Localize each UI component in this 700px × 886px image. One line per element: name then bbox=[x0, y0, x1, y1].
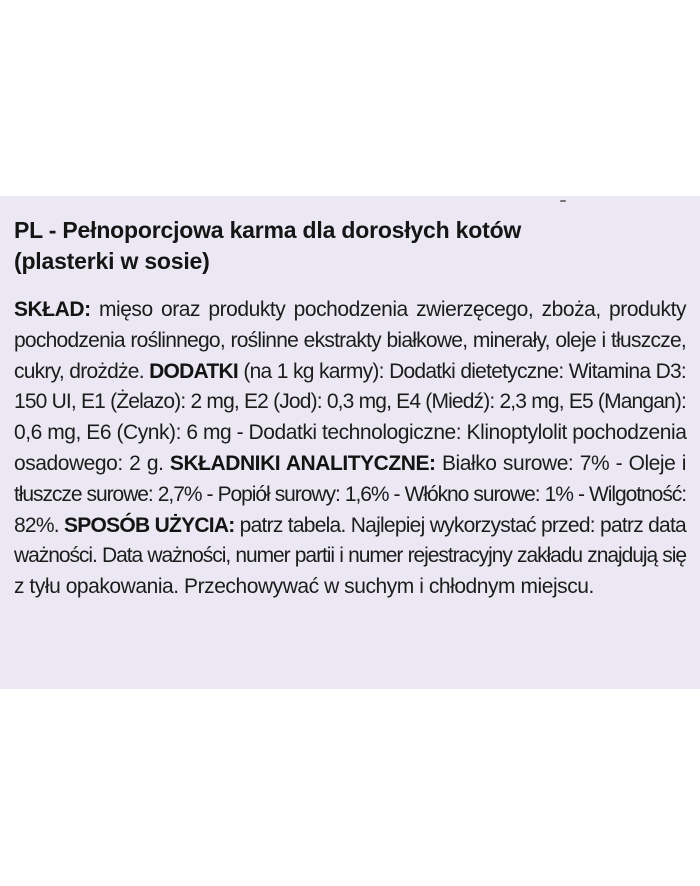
text-segment: osadowego: 2 g. bbox=[14, 451, 170, 475]
text-line bbox=[14, 326, 686, 357]
text-segment: mięso oraz produkty pochodzenia zwierzęcego, zboża, produkty bbox=[90, 298, 686, 321]
text-segment: 150 UI, E1 (Żelazo): 2 mg, E2 (Jod): 0,3 mg, E4 (Miedź): 2,3 mg, E5 (Mangan): bbox=[14, 390, 686, 414]
ingredients-text bbox=[14, 295, 686, 603]
text-line bbox=[14, 418, 686, 449]
section-heading: SKŁADNIKI ANALITYCZNE: bbox=[169, 451, 436, 475]
text-segment: ważności. Data ważności, numer partii i numer rejestracyjny zakładu znajdują się bbox=[14, 544, 686, 568]
text-segment: patrz tabela. Najlepiej wykorzystać przed: patrz data bbox=[234, 513, 686, 537]
text-line bbox=[14, 387, 686, 418]
title-line-1: PL - Pełnoporcjowa karma dla dorosłych kotów bbox=[14, 217, 522, 243]
text-segment: (na 1 kg karmy): Dodatki dietetyczne: Witamina D3: bbox=[238, 359, 686, 383]
text-line bbox=[14, 357, 686, 388]
speck-mark bbox=[560, 200, 566, 202]
text-segment: tłuszcze surowe: 2,7% - Popiół surowy: 1,6% - Włókno surowe: 1% - Wilgotność: bbox=[14, 482, 686, 506]
text-segment: pochodzenia roślinnego, roślinne ekstrakty białkowe, minerały, oleje i tłuszcze, bbox=[14, 328, 686, 352]
product-title bbox=[14, 215, 686, 277]
text-line bbox=[14, 572, 686, 603]
section-heading: SKŁAD: bbox=[14, 298, 91, 321]
text-segment: 82%. bbox=[14, 513, 65, 537]
text-segment: z tyłu opakowania. Przechowywać w suchym i chłodnym miejscu. bbox=[14, 575, 594, 599]
text-segment: cukry, drożdże. bbox=[14, 359, 150, 383]
title-line-2: (plasterki w sosie) bbox=[14, 248, 210, 274]
section-heading: DODATKI bbox=[149, 359, 238, 383]
text-line bbox=[14, 511, 686, 542]
text-line bbox=[14, 449, 686, 480]
section-heading: SPOSÓB UŻYCIA: bbox=[64, 513, 235, 537]
text-line bbox=[14, 480, 686, 511]
text-segment: Białko surowe: 7% - Oleje i bbox=[435, 451, 686, 475]
text-line bbox=[14, 295, 686, 326]
text-line bbox=[14, 541, 686, 572]
text-segment: 0,6 mg, E6 (Cynk): 6 mg - Dodatki technologiczne: Klinoptylolit pochodzenia bbox=[14, 421, 687, 445]
